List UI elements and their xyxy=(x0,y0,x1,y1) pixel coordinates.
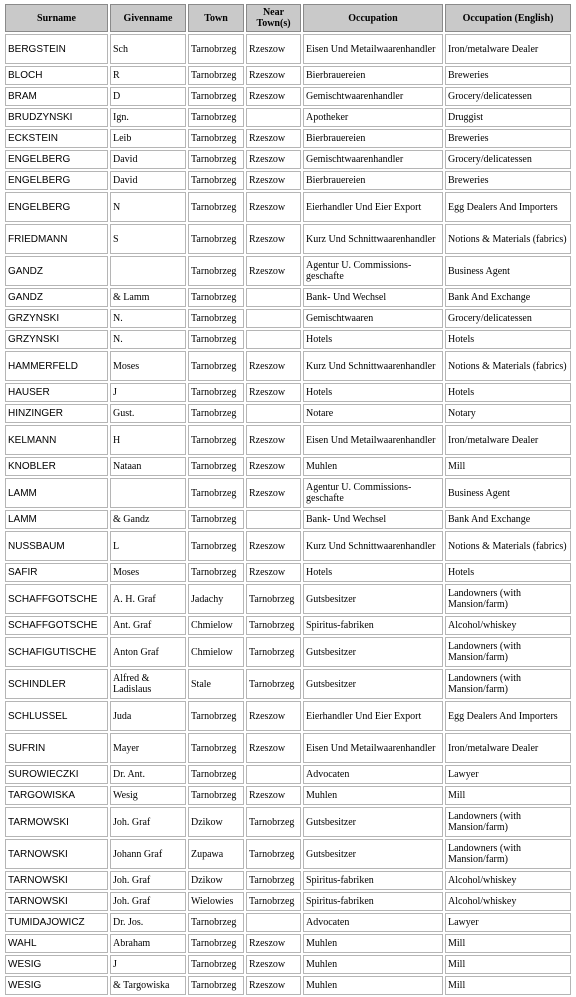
surname-cell: BLOCH xyxy=(5,66,108,85)
table-row xyxy=(5,563,571,582)
table-row xyxy=(5,425,571,455)
occupation-cell: Eisen Und Metailwaarenhandler xyxy=(303,425,443,455)
occupation-cell: Muhlen xyxy=(303,976,443,995)
surname-cell: ECKSTEIN xyxy=(5,129,108,148)
surname-cell: TUMIDAJOWICZ xyxy=(5,913,108,932)
near-town-cell xyxy=(246,510,301,529)
occupation-cell: Bierbrauereien xyxy=(303,129,443,148)
occupation-english-cell: Iron/metalware Dealer xyxy=(445,34,571,64)
surname-cell: LAMM xyxy=(5,510,108,529)
table-row xyxy=(5,765,571,784)
occupation-english-cell: Breweries xyxy=(445,129,571,148)
table-row xyxy=(5,584,571,614)
occupation-english-cell: Notions & Materials (fabrics) xyxy=(445,531,571,561)
occupation-cell: Agentur U. Commissions-geschafte xyxy=(303,256,443,286)
town-cell: Tarnobrzeg xyxy=(188,563,244,582)
surname-cell: ENGELBERG xyxy=(5,150,108,169)
table-row xyxy=(5,309,571,328)
table-row xyxy=(5,531,571,561)
givenname-cell: & Targowiska xyxy=(110,976,186,995)
givenname-cell xyxy=(110,256,186,286)
table-row xyxy=(5,701,571,731)
town-cell: Tarnobrzeg xyxy=(188,955,244,974)
occupation-cell: Gutsbesitzer xyxy=(303,839,443,869)
occupation-cell: Hotels xyxy=(303,330,443,349)
near-town-cell xyxy=(246,330,301,349)
near-town-cell: Rzeszow xyxy=(246,786,301,805)
table-row xyxy=(5,87,571,106)
near-town-cell: Rzeszow xyxy=(246,34,301,64)
surname-cell: WESIG xyxy=(5,976,108,995)
business-directory-table xyxy=(3,2,573,997)
table-row xyxy=(5,871,571,890)
occupation-cell: Eierhandler Und Eier Export xyxy=(303,701,443,731)
occupation-cell: Muhlen xyxy=(303,955,443,974)
column-header-occupation-english[interactable]: Occupation (English) xyxy=(445,4,571,32)
town-cell: Tarnobrzeg xyxy=(188,457,244,476)
occupation-cell: Bank- Und Wechsel xyxy=(303,510,443,529)
column-header-surname[interactable]: Surname xyxy=(5,4,108,32)
town-cell: Jadachy xyxy=(188,584,244,614)
givenname-cell: Gust. xyxy=(110,404,186,423)
near-town-cell xyxy=(246,108,301,127)
occupation-english-cell: Iron/metalware Dealer xyxy=(445,425,571,455)
town-cell: Tarnobrzeg xyxy=(188,108,244,127)
occupation-english-cell: Grocery/delicatessen xyxy=(445,150,571,169)
givenname-cell: & Gandz xyxy=(110,510,186,529)
table-row xyxy=(5,637,571,667)
givenname-cell: Moses xyxy=(110,351,186,381)
town-cell: Tarnobrzeg xyxy=(188,224,244,254)
table-row xyxy=(5,478,571,508)
givenname-cell: Joh. Graf xyxy=(110,807,186,837)
near-town-cell: Tarnobrzeg xyxy=(246,871,301,890)
near-town-cell: Rzeszow xyxy=(246,224,301,254)
table-row xyxy=(5,171,571,190)
occupation-cell: Gutsbesitzer xyxy=(303,807,443,837)
surname-cell: FRIEDMANN xyxy=(5,224,108,254)
givenname-cell: L xyxy=(110,531,186,561)
occupation-cell: Muhlen xyxy=(303,934,443,953)
near-town-cell xyxy=(246,309,301,328)
occupation-english-cell: Landowners (with Mansion/farm) xyxy=(445,637,571,667)
occupation-cell: Gutsbesitzer xyxy=(303,584,443,614)
surname-cell: KNOBLER xyxy=(5,457,108,476)
table-row xyxy=(5,404,571,423)
surname-cell: ENGELBERG xyxy=(5,192,108,222)
occupation-english-cell: Mill xyxy=(445,955,571,974)
town-cell: Tarnobrzeg xyxy=(188,256,244,286)
occupation-english-cell: Hotels xyxy=(445,330,571,349)
near-town-cell: Rzeszow xyxy=(246,171,301,190)
givenname-cell: N. xyxy=(110,330,186,349)
surname-cell: TARNOWSKI xyxy=(5,871,108,890)
town-cell: Tarnobrzeg xyxy=(188,330,244,349)
occupation-english-cell: Breweries xyxy=(445,66,571,85)
near-town-cell: Rzeszow xyxy=(246,425,301,455)
givenname-cell: Leib xyxy=(110,129,186,148)
surname-cell: GANDZ xyxy=(5,256,108,286)
surname-cell: SAFIR xyxy=(5,563,108,582)
surname-cell: SCHAFFGOTSCHE xyxy=(5,616,108,635)
near-town-cell: Tarnobrzeg xyxy=(246,892,301,911)
table-row xyxy=(5,807,571,837)
surname-cell: GRZYNSKI xyxy=(5,330,108,349)
table-row xyxy=(5,256,571,286)
occupation-english-cell: Business Agent xyxy=(445,256,571,286)
surname-cell: TARNOWSKI xyxy=(5,892,108,911)
occupation-english-cell: Notions & Materials (fabrics) xyxy=(445,351,571,381)
givenname-cell: Wesig xyxy=(110,786,186,805)
near-town-cell xyxy=(246,288,301,307)
occupation-english-cell: Alcohol/whiskey xyxy=(445,871,571,890)
occupation-english-cell: Mill xyxy=(445,457,571,476)
occupation-cell: Eisen Und Metailwaarenhandler xyxy=(303,34,443,64)
business-directory-page xyxy=(3,2,571,997)
table-row xyxy=(5,150,571,169)
occupation-english-cell: Alcohol/whiskey xyxy=(445,616,571,635)
givenname-cell: J xyxy=(110,955,186,974)
occupation-cell: Gemischtwaarenhandler xyxy=(303,87,443,106)
town-cell: Tarnobrzeg xyxy=(188,150,244,169)
occupation-english-cell: Landowners (with Mansion/farm) xyxy=(445,839,571,869)
table-row xyxy=(5,955,571,974)
near-town-cell: Rzeszow xyxy=(246,934,301,953)
near-town-cell: Rzeszow xyxy=(246,192,301,222)
givenname-cell: Sch xyxy=(110,34,186,64)
table-row xyxy=(5,351,571,381)
near-town-cell: Rzeszow xyxy=(246,351,301,381)
near-town-cell: Tarnobrzeg xyxy=(246,616,301,635)
near-town-cell: Rzeszow xyxy=(246,701,301,731)
near-town-cell: Tarnobrzeg xyxy=(246,807,301,837)
surname-cell: SCHLUSSEL xyxy=(5,701,108,731)
table-row xyxy=(5,129,571,148)
table-row xyxy=(5,976,571,995)
near-town-cell xyxy=(246,913,301,932)
table-row xyxy=(5,786,571,805)
occupation-cell: Hotels xyxy=(303,563,443,582)
column-header-near-towns[interactable]: Near Town(s) xyxy=(246,4,301,32)
surname-cell: LAMM xyxy=(5,478,108,508)
occupation-cell: Bierbrauereien xyxy=(303,66,443,85)
givenname-cell: J xyxy=(110,383,186,402)
near-town-cell: Rzeszow xyxy=(246,976,301,995)
table-row xyxy=(5,224,571,254)
occupation-english-cell: Lawyer xyxy=(445,765,571,784)
table-row xyxy=(5,733,571,763)
givenname-cell: N xyxy=(110,192,186,222)
table-row xyxy=(5,934,571,953)
near-town-cell: Rzeszow xyxy=(246,457,301,476)
givenname-cell: S xyxy=(110,224,186,254)
near-town-cell xyxy=(246,404,301,423)
town-cell: Tarnobrzeg xyxy=(188,786,244,805)
occupation-cell: Hotels xyxy=(303,383,443,402)
surname-cell: SUROWIECZKI xyxy=(5,765,108,784)
town-cell: Dzikow xyxy=(188,807,244,837)
town-cell: Tarnobrzeg xyxy=(188,765,244,784)
table-body xyxy=(5,34,571,995)
surname-cell: GANDZ xyxy=(5,288,108,307)
occupation-cell: Eierhandler Und Eier Export xyxy=(303,192,443,222)
town-cell: Tarnobrzeg xyxy=(188,510,244,529)
givenname-cell: D xyxy=(110,87,186,106)
near-town-cell: Rzeszow xyxy=(246,66,301,85)
near-town-cell: Tarnobrzeg xyxy=(246,669,301,699)
occupation-cell: Apotheker xyxy=(303,108,443,127)
givenname-cell: Joh. Graf xyxy=(110,892,186,911)
occupation-english-cell: Grocery/delicatessen xyxy=(445,309,571,328)
givenname-cell: A. H. Graf xyxy=(110,584,186,614)
givenname-cell: Abraham xyxy=(110,934,186,953)
near-town-cell: Rzeszow xyxy=(246,531,301,561)
town-cell: Tarnobrzeg xyxy=(188,404,244,423)
near-town-cell: Rzeszow xyxy=(246,478,301,508)
occupation-english-cell: Iron/metalware Dealer xyxy=(445,733,571,763)
surname-cell: SCHINDLER xyxy=(5,669,108,699)
surname-cell: HAMMERFELD xyxy=(5,351,108,381)
occupation-cell: Kurz Und Schnittwaarenhandler xyxy=(303,351,443,381)
givenname-cell: H xyxy=(110,425,186,455)
near-town-cell: Rzeszow xyxy=(246,383,301,402)
occupation-english-cell: Hotels xyxy=(445,563,571,582)
givenname-cell: Juda xyxy=(110,701,186,731)
column-header-town[interactable]: Town xyxy=(188,4,244,32)
givenname-cell: Anton Graf xyxy=(110,637,186,667)
occupation-cell: Advocaten xyxy=(303,765,443,784)
surname-cell: BERGSTEIN xyxy=(5,34,108,64)
near-town-cell: Rzeszow xyxy=(246,733,301,763)
town-cell: Zupawa xyxy=(188,839,244,869)
occupation-cell: Bank- Und Wechsel xyxy=(303,288,443,307)
surname-cell: SCHAFFGOTSCHE xyxy=(5,584,108,614)
town-cell: Wielowies xyxy=(188,892,244,911)
givenname-cell: David xyxy=(110,150,186,169)
town-cell: Tarnobrzeg xyxy=(188,171,244,190)
occupation-english-cell: Lawyer xyxy=(445,913,571,932)
givenname-cell: Nataan xyxy=(110,457,186,476)
givenname-cell: Ign. xyxy=(110,108,186,127)
givenname-cell: N. xyxy=(110,309,186,328)
surname-cell: HAUSER xyxy=(5,383,108,402)
table-row xyxy=(5,457,571,476)
occupation-english-cell: Mill xyxy=(445,786,571,805)
givenname-cell xyxy=(110,478,186,508)
givenname-cell: R xyxy=(110,66,186,85)
town-cell: Tarnobrzeg xyxy=(188,531,244,561)
town-cell: Tarnobrzeg xyxy=(188,34,244,64)
occupation-english-cell: Business Agent xyxy=(445,478,571,508)
town-cell: Tarnobrzeg xyxy=(188,934,244,953)
column-header-occupation[interactable]: Occupation xyxy=(303,4,443,32)
occupation-english-cell: Egg Dealers And Importers xyxy=(445,192,571,222)
occupation-cell: Spiritus-fabriken xyxy=(303,871,443,890)
occupation-cell: Spiritus-fabriken xyxy=(303,892,443,911)
surname-cell: TARNOWSKI xyxy=(5,839,108,869)
town-cell: Tarnobrzeg xyxy=(188,425,244,455)
town-cell: Tarnobrzeg xyxy=(188,913,244,932)
town-cell: Stale xyxy=(188,669,244,699)
occupation-cell: Muhlen xyxy=(303,786,443,805)
header-row xyxy=(5,4,571,32)
occupation-english-cell: Egg Dealers And Importers xyxy=(445,701,571,731)
near-town-cell: Rzeszow xyxy=(246,955,301,974)
occupation-cell: Kurz Und Schnittwaarenhandler xyxy=(303,224,443,254)
givenname-cell: Johann Graf xyxy=(110,839,186,869)
town-cell: Tarnobrzeg xyxy=(188,478,244,508)
column-header-givenname[interactable]: Givenname xyxy=(110,4,186,32)
surname-cell: KELMANN xyxy=(5,425,108,455)
givenname-cell: Joh. Graf xyxy=(110,871,186,890)
occupation-english-cell: Mill xyxy=(445,934,571,953)
near-town-cell: Rzeszow xyxy=(246,129,301,148)
occupation-cell: Eisen Und Metailwaarenhandler xyxy=(303,733,443,763)
givenname-cell: Moses xyxy=(110,563,186,582)
occupation-cell: Muhlen xyxy=(303,457,443,476)
occupation-cell: Gemischtwaarenhandler xyxy=(303,150,443,169)
town-cell: Tarnobrzeg xyxy=(188,309,244,328)
near-town-cell: Tarnobrzeg xyxy=(246,839,301,869)
town-cell: Dzikow xyxy=(188,871,244,890)
occupation-cell: Agentur U. Commissions-geschafte xyxy=(303,478,443,508)
occupation-cell: Gemischtwaaren xyxy=(303,309,443,328)
town-cell: Tarnobrzeg xyxy=(188,383,244,402)
town-cell: Tarnobrzeg xyxy=(188,192,244,222)
table-header xyxy=(5,4,571,32)
near-town-cell: Rzeszow xyxy=(246,563,301,582)
table-row xyxy=(5,108,571,127)
occupation-english-cell: Notary xyxy=(445,404,571,423)
near-town-cell: Tarnobrzeg xyxy=(246,637,301,667)
occupation-english-cell: Notions & Materials (fabrics) xyxy=(445,224,571,254)
occupation-cell: Notare xyxy=(303,404,443,423)
occupation-cell: Advocaten xyxy=(303,913,443,932)
givenname-cell: Dr. Jos. xyxy=(110,913,186,932)
givenname-cell: Dr. Ant. xyxy=(110,765,186,784)
occupation-english-cell: Mill xyxy=(445,976,571,995)
town-cell: Tarnobrzeg xyxy=(188,976,244,995)
occupation-cell: Spiritus-fabriken xyxy=(303,616,443,635)
surname-cell: BRUDZYNSKI xyxy=(5,108,108,127)
occupation-english-cell: Landowners (with Mansion/farm) xyxy=(445,584,571,614)
table-row xyxy=(5,892,571,911)
surname-cell: WESIG xyxy=(5,955,108,974)
table-row xyxy=(5,34,571,64)
table-row xyxy=(5,510,571,529)
givenname-cell: Alfred & Ladislaus xyxy=(110,669,186,699)
table-row xyxy=(5,330,571,349)
occupation-english-cell: Druggist xyxy=(445,108,571,127)
occupation-cell: Kurz Und Schnittwaarenhandler xyxy=(303,531,443,561)
occupation-english-cell: Grocery/delicatessen xyxy=(445,87,571,106)
occupation-english-cell: Bank And Exchange xyxy=(445,510,571,529)
occupation-cell: Gutsbesitzer xyxy=(303,669,443,699)
givenname-cell: & Lamm xyxy=(110,288,186,307)
surname-cell: NUSSBAUM xyxy=(5,531,108,561)
occupation-english-cell: Landowners (with Mansion/farm) xyxy=(445,669,571,699)
surname-cell: SUFRIN xyxy=(5,733,108,763)
town-cell: Tarnobrzeg xyxy=(188,129,244,148)
town-cell: Chmielow xyxy=(188,616,244,635)
table-row xyxy=(5,192,571,222)
near-town-cell: Tarnobrzeg xyxy=(246,584,301,614)
near-town-cell: Rzeszow xyxy=(246,87,301,106)
surname-cell: ENGELBERG xyxy=(5,171,108,190)
surname-cell: GRZYNSKI xyxy=(5,309,108,328)
near-town-cell xyxy=(246,765,301,784)
occupation-cell: Bierbrauereien xyxy=(303,171,443,190)
table-row xyxy=(5,839,571,869)
town-cell: Tarnobrzeg xyxy=(188,288,244,307)
givenname-cell: Ant. Graf xyxy=(110,616,186,635)
givenname-cell: David xyxy=(110,171,186,190)
occupation-english-cell: Breweries xyxy=(445,171,571,190)
table-row xyxy=(5,383,571,402)
surname-cell: TARGOWISKA xyxy=(5,786,108,805)
table-row xyxy=(5,913,571,932)
occupation-english-cell: Landowners (with Mansion/farm) xyxy=(445,807,571,837)
town-cell: Tarnobrzeg xyxy=(188,701,244,731)
near-town-cell: Rzeszow xyxy=(246,150,301,169)
town-cell: Chmielow xyxy=(188,637,244,667)
table-row xyxy=(5,66,571,85)
surname-cell: BRAM xyxy=(5,87,108,106)
occupation-english-cell: Bank And Exchange xyxy=(445,288,571,307)
near-town-cell: Rzeszow xyxy=(246,256,301,286)
town-cell: Tarnobrzeg xyxy=(188,87,244,106)
occupation-english-cell: Alcohol/whiskey xyxy=(445,892,571,911)
surname-cell: SCHAFIGUTISCHE xyxy=(5,637,108,667)
occupation-cell: Gutsbesitzer xyxy=(303,637,443,667)
occupation-english-cell: Hotels xyxy=(445,383,571,402)
table-row xyxy=(5,616,571,635)
table-row xyxy=(5,288,571,307)
table-row xyxy=(5,669,571,699)
surname-cell: HINZINGER xyxy=(5,404,108,423)
town-cell: Tarnobrzeg xyxy=(188,66,244,85)
givenname-cell: Mayer xyxy=(110,733,186,763)
surname-cell: TARMOWSKI xyxy=(5,807,108,837)
surname-cell: WAHL xyxy=(5,934,108,953)
town-cell: Tarnobrzeg xyxy=(188,351,244,381)
town-cell: Tarnobrzeg xyxy=(188,733,244,763)
